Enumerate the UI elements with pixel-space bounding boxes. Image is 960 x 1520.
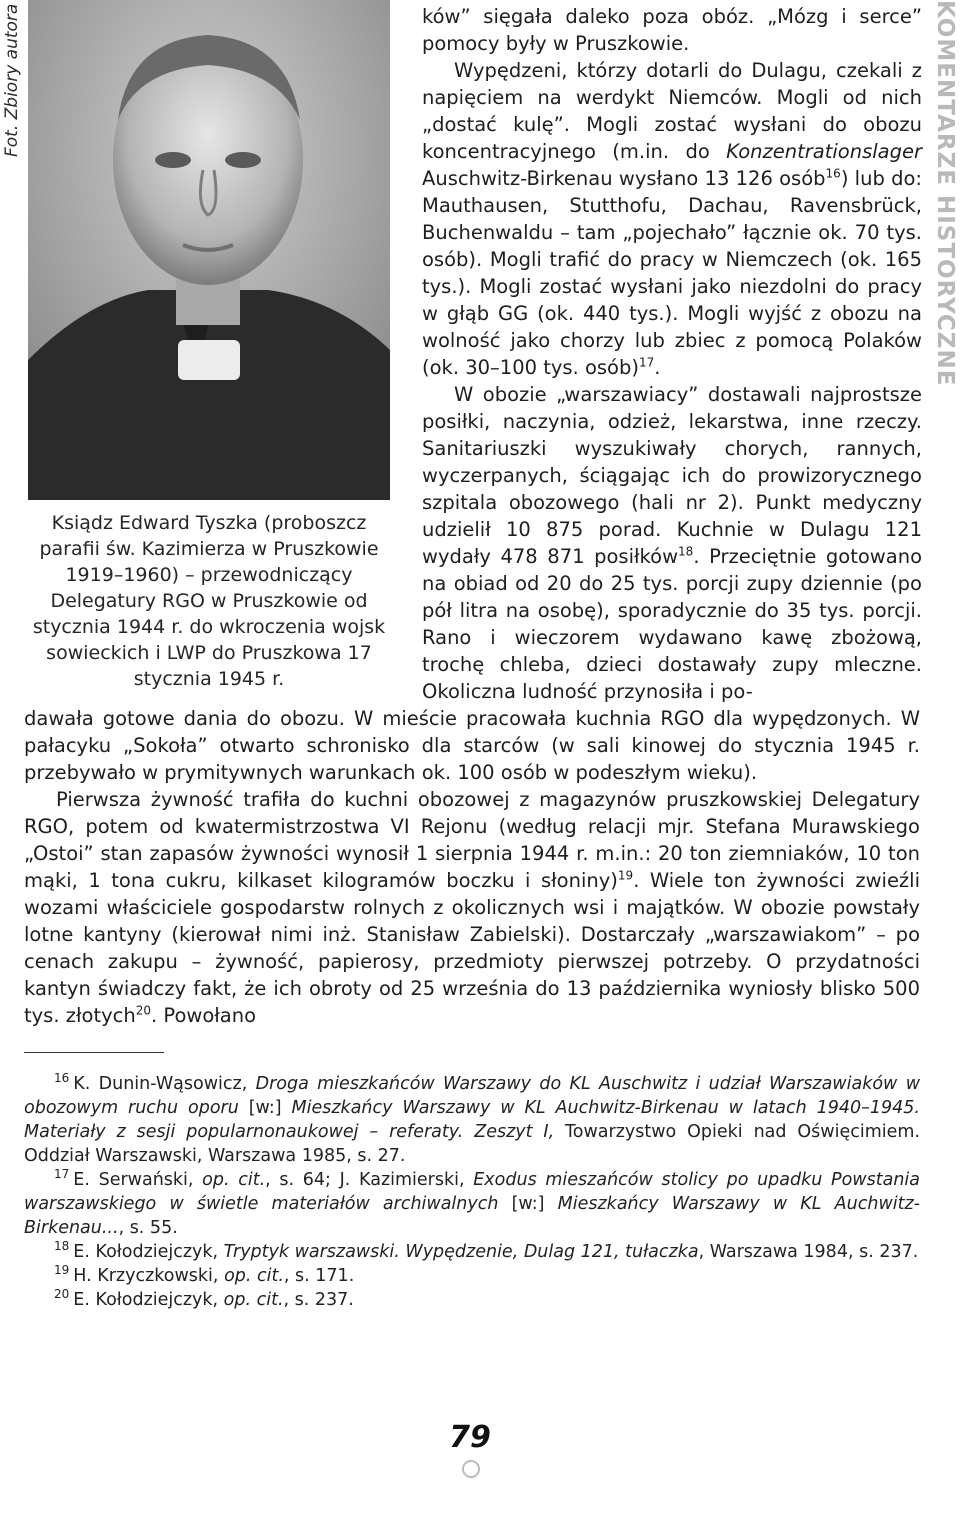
body-text — [24, 705, 920, 1029]
italic-text: Tryptyk warszawski. Wypędzenie, Dulag 121, tułaczka — [223, 1242, 699, 1262]
text-run: H. Krzyczkowski, — [73, 1266, 225, 1286]
page-number: 79 — [449, 1420, 491, 1455]
text-run: . Przeciętnie gotowano na obiad od 20 do 25 tys. porcji zupy dziennie (po pół litra na osobę), sporadycznie do 35 tys. porcji. Rano i wieczorem wydawano kawę zbożową, trochę chleba, dzieci dostawały zupy mleczne. Okoliczna ludność przynosiła i po- — [422, 545, 922, 703]
footnote-number: 19 — [54, 1263, 70, 1278]
paragraph — [422, 57, 922, 381]
italic-text: Mieszkańcy Warszawy w KL Auchwitz-Birkenau w latach 1940–1945. Materiały z sesji popularnonaukowej – referaty. Zeszyt I, — [24, 1098, 920, 1142]
footnote — [24, 1264, 920, 1288]
text-run: E. Serwański, — [73, 1170, 203, 1190]
italic-text: Exodus mieszańców stolicy po upadku Powstania warszawskiego w świetle materiałów archiwalnych — [24, 1170, 920, 1214]
text-run: Auschwitz-Birkenau wysłano 13 126 osób — [422, 167, 826, 190]
italic-text: Droga mieszkańców Warszawy do KL Auschwitz i udział Warszawiaków w obozowym ruchu oporu — [24, 1074, 921, 1118]
text-run: , Warszawa 1984, s. 237. — [698, 1242, 919, 1262]
portrait-photo — [28, 0, 390, 500]
text-run: E. Kołodziejczyk, — [73, 1242, 224, 1262]
italic-text: op. cit. — [224, 1266, 284, 1286]
photo-credit: Fot. Zbiory autora — [2, 4, 22, 158]
paragraph — [422, 381, 922, 705]
paragraph — [24, 786, 920, 1029]
text-run: . Powołano — [151, 1004, 257, 1027]
italic-text: op. cit. — [223, 1290, 284, 1310]
italic-text: Konzentrationslager — [726, 140, 922, 163]
italic-text: Mieszkańcy Warszawy w KL Auchwitz-Birkenau... — [24, 1194, 920, 1238]
text-run: . Wiele ton żywności zwieźli wozami właściciele gospodarstw rolnych z okolicznych wsi i majątków. W obozie powstały lotne kantyny (kierował nimi inż. Stanisław Zabielski). Dostarczały „warszawiakom” – po cenach zakupu – żywność, papierosy, przedmioty pierwszej potrzeby. O przydatności kantyn świadczy fakt, że ich obroty od 25 września do 13 października wyniosły blisko 500 tys. złotych — [24, 869, 921, 1027]
footnote-number: 17 — [54, 1167, 70, 1182]
footnote-ref: 17 — [638, 355, 655, 370]
footnote — [24, 1240, 920, 1264]
text-run: ) lub do: Mauthausen, Stutthofu, Dachau, Ravensbrück, Buchenwaldu – tam „pojechało” łącznie ok. 70 tys. osób). Mogli trafić do pracy w Niemczech (ok. 165 tys.). Mogli zostać wysłani jako niezdolni do pracy w głąb GG (ok. 440 tys.). Mogli wyjść z obozu na wolność jako chorzy lub zbiec z pomocą Polaków (ok. 30–100 tys. osób) — [422, 167, 922, 379]
photo-caption: Ksiądz Edward Tyszka (proboszcz parafii św. Kazimierza w Pruszkowie 1919–1960) – przewodniczący Delegatury RGO w Pruszkowie od stycznia 1944 r. do wkroczenia wojsk sowieckich i LWP do Pruszkowa 17 stycznia 1945 r. — [32, 512, 386, 690]
footnote — [24, 1072, 920, 1168]
paragraph — [422, 3, 922, 57]
footnote-separator — [24, 1052, 164, 1053]
text-run: K. Dunin-Wąsowicz, — [73, 1074, 256, 1094]
text-run: W obozie „warszawiacy” dostawali najprostsze posiłki, naczynia, odzież, lekarstwa, inne rzeczy. Sanitariuszki wyszukiwały chorych, rannych, wyczerpanych, ściągając ich do prowizorycznego szpitala obozowego (hali nr 2). Punkt medyczny udzielił 10 875 porad. Kuchnie w Dulagu 121 wydały 478 871 posiłków — [422, 383, 922, 568]
footnote-ref: 16 — [825, 166, 841, 181]
paragraph — [24, 705, 920, 786]
text-run: Wypędzeni, którzy dotarli do Dulagu, czekali z napięciem na werdykt Niemców. Mogli od nich „dostać kulę”. Mogli zostać wysłani do obozu koncentracyjnego (m.in. do — [422, 59, 922, 163]
text-run: , s. 237. — [283, 1290, 354, 1310]
right-column-text — [422, 3, 922, 705]
footnotes — [24, 1072, 920, 1312]
text-run: [w:] — [498, 1194, 558, 1214]
text-run: , s. 55. — [118, 1218, 178, 1238]
footnote-ref: 19 — [617, 868, 634, 883]
footnote — [24, 1168, 920, 1240]
italic-text: op. cit. — [202, 1170, 266, 1190]
footnote-number: 18 — [54, 1239, 70, 1254]
text-run: dawała gotowe dania do obozu. W mieście pracowała kuchnia RGO dla wypędzonych. W pałacyku „Sokoła” otwarto schronisko dla starców (w sali kinowej do stycznia 1945 r. przebywało w prymitywnych warunkach ok. 100 osób w podeszłym wieku). — [24, 707, 920, 784]
page-ornament-icon — [462, 1460, 480, 1478]
text-run: , s. 171. — [283, 1266, 355, 1286]
text-run: Pierwsza żywność trafiła do kuchni obozowej z magazynów pruszkowskiej Delegatury RGO, potem od kwatermistrzostwa VI Rejonu (według relacji mjr. Stefana Murawskiego „Ostoi” stan zapasów żywności wynosił 1 sierpnia 1944 r. m.in.: 20 ton ziemniaków, 10 ton mąki, 1 tona cukru, kilkaset kilogramów boczku i słoniny) — [24, 788, 920, 892]
text-run: ków” sięgała daleko poza obóz. „Mózg i serce” pomocy były w Pruszkowie. — [422, 5, 922, 55]
footnote — [24, 1288, 920, 1312]
text-run: Towarzystwo Opieki nad Oświęcimiem. Oddział Warszawski, Warszawa 1985, s. 27. — [24, 1122, 920, 1166]
footnote-number: 20 — [54, 1287, 70, 1302]
footnote-ref: 20 — [135, 1003, 151, 1018]
text-run: E. Kołodziejczyk, — [73, 1290, 224, 1310]
text-run: [w:] — [238, 1098, 292, 1118]
text-run: , s. 64; J. Kazimierski, — [265, 1170, 474, 1190]
footnote-ref: 18 — [678, 544, 694, 559]
text-run: . — [654, 356, 661, 379]
section-title: KOMENTARZE HISTORYCZNE — [932, 0, 958, 387]
footnote-number: 16 — [54, 1071, 70, 1086]
